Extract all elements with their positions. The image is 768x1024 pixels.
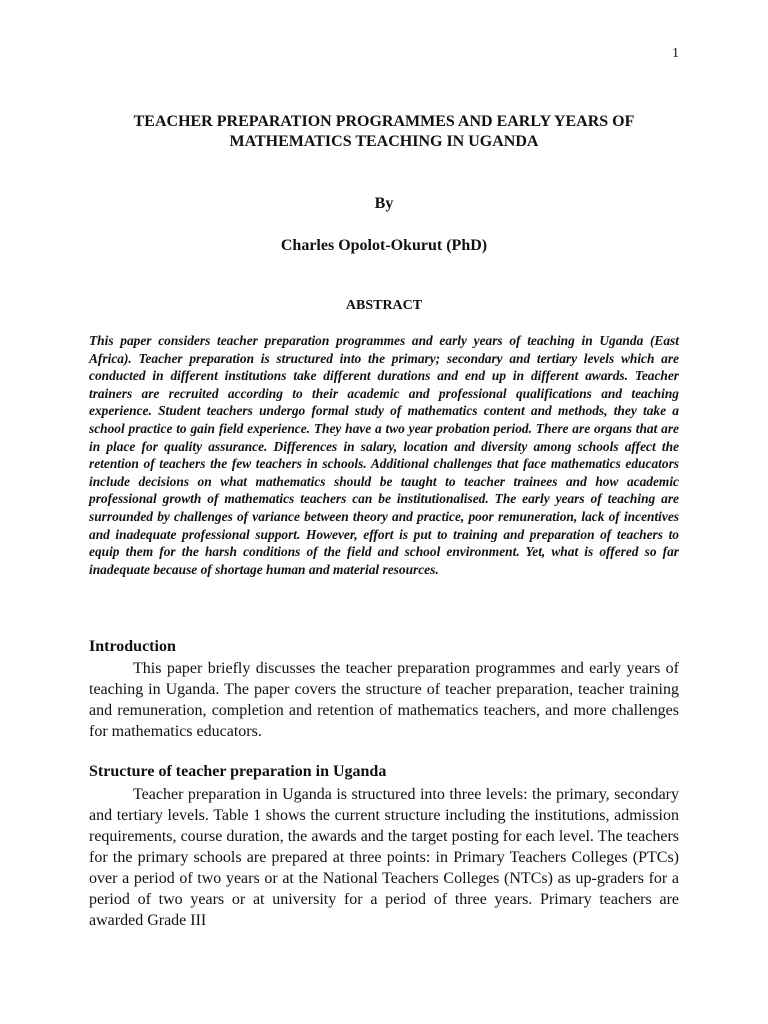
section-heading-introduction: Introduction xyxy=(89,638,176,655)
page-number: 1 xyxy=(672,46,679,61)
abstract-text: This paper considers teacher preparation programmes and early years of teaching in Uganda (East Africa). Teacher preparation is structured into the primary; secondary and tertiary levels which are conducted in different institutions take different durations and end up in different awards. Teacher trainers are recruited according to their academic and professional qualifications and teaching experience. Student teachers undergo formal study of mathematics content and methods, they take a school practice to gain field experience. They have a two year probation period. There are organs that are in place for quality assurance. Differences in salary, location and diversity among schools affect the retention of teachers the few teachers in schools. Additional challenges that face mathematics educators include decisions on what mathematics should be taught to teacher trainees and how academic professional growth of mathematics teachers can be institutionalised. The early years of teaching are surrounded by challenges of variance between theory and practice, poor remuneration, lack of incentives and inadequate professional support. However, effort is put to training and preparation of teachers to equip them for the harsh conditions of the field and school environment. Yet, what is offered so far inadequate because of shortage human and material resources. xyxy=(89,333,679,577)
section-paragraph-introduction: This paper briefly discusses the teacher preparation programmes and early years of teaching in Uganda. The paper covers the structure of teacher preparation, teacher training and remuneration, completion and retention of mathematics teachers, and more challenges for mathematics educators. xyxy=(89,660,679,740)
section-heading-structure: Structure of teacher preparation in Uganda xyxy=(89,763,387,780)
section-paragraph-structure: Teacher preparation in Uganda is structured into three levels: the primary, secondary and tertiary levels. Table 1 shows the current structure including the institutions, admission requirements, course duration, the awards and the target posting for each level. The teachers for the primary schools are prepared at three points: in Primary Teachers Colleges (PTCs) over a period of two years or at the National Teachers Colleges (NTCs) as up-graders for a period of two years or at university for a period of three years. Primary teachers are awarded Grade III xyxy=(89,786,679,929)
byline: By xyxy=(374,195,394,212)
author-name: Charles Opolot-Okurut (PhD) xyxy=(280,237,488,254)
paper-title: TEACHER PREPARATION PROGRAMMES AND EARLY YEARS OF MATHEMATICS TEACHING IN UGANDA xyxy=(133,113,635,150)
abstract-heading: ABSTRACT xyxy=(345,298,423,313)
